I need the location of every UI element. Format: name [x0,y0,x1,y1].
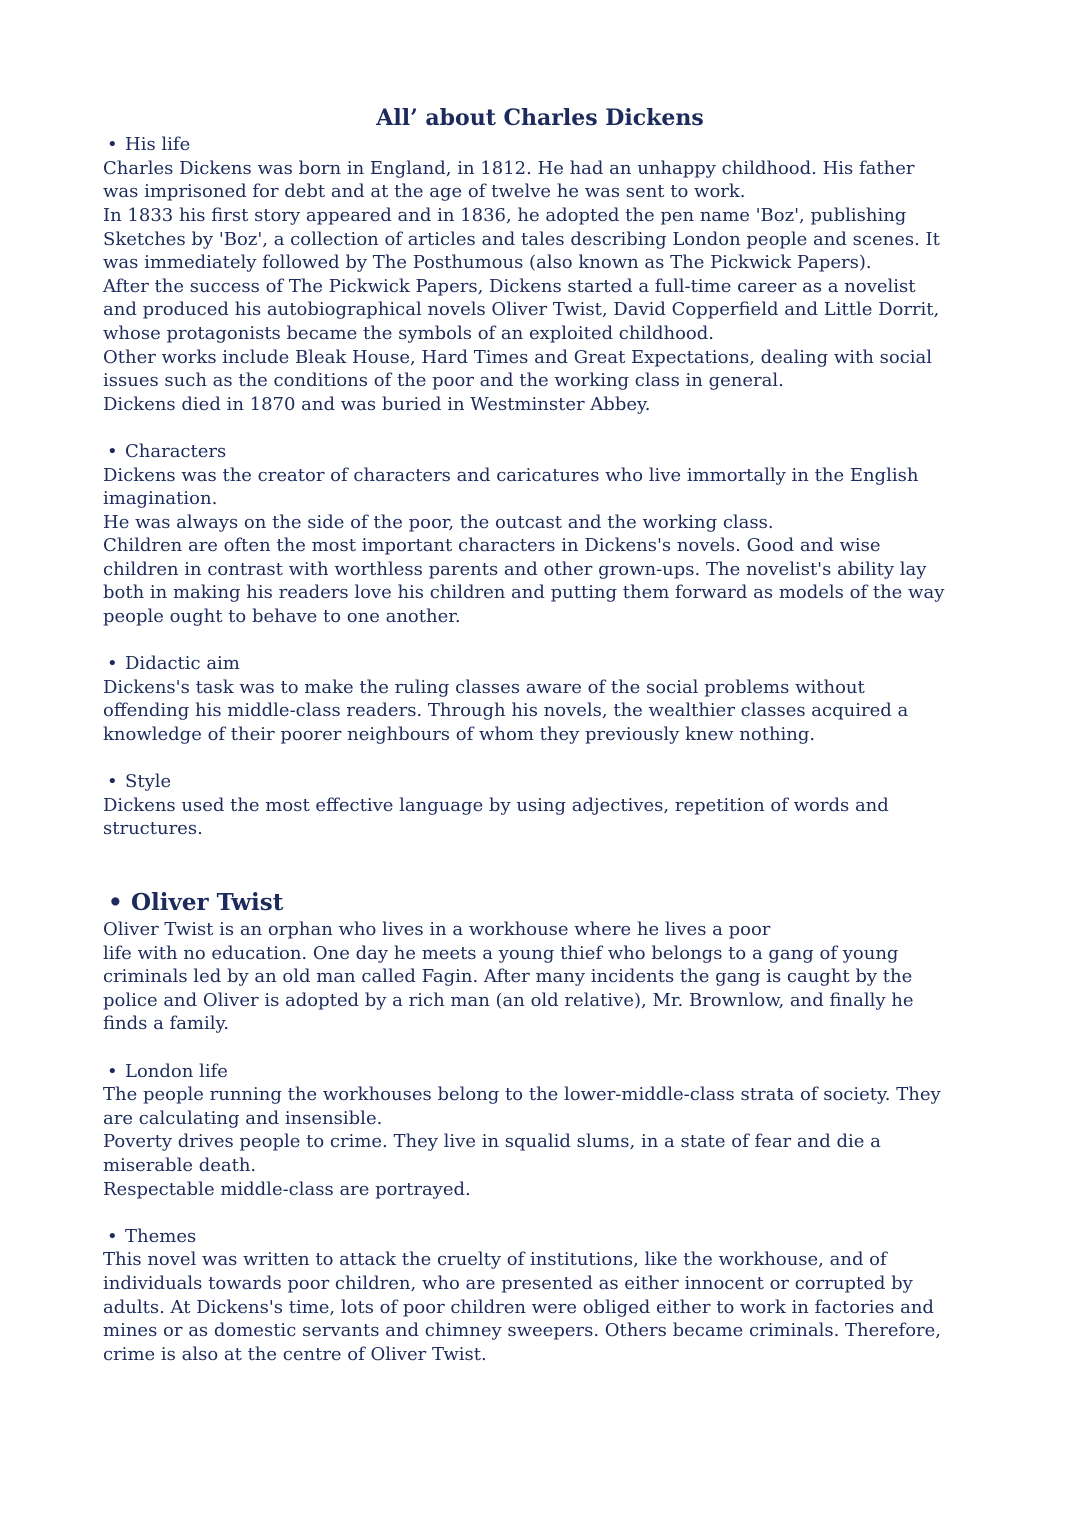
bullet-icon: • [108,889,123,916]
text-line: Dickens used the most effective language by using adjectives, repetition of words and [103,794,889,816]
text-line: was imprisoned for debt and at the age of twelve he was sent to work. [103,181,746,203]
text-line: Dickens's task was to make the ruling classes aware of the social problems without [103,676,865,698]
text-line: structures. [103,818,203,840]
text-line: imagination. [103,488,218,510]
text-line: He was always on the side of the poor, the outcast and the working class. [103,511,774,533]
text-line: Other works include Bleak House, Hard Times and Great Expectations, dealing with social [103,346,933,368]
document-body [0,133,1063,1366]
section-heading-his-life [103,133,1063,157]
text-line: crime is also at the centre of Oliver Twist. [103,1343,487,1365]
text-line: and produced his autobiographical novels Oliver Twist, David Copperfield and Little Dorrit, [103,299,940,321]
text-line: police and Oliver is adopted by a rich man (an old relative), Mr. Brownlow, and finally he [103,989,914,1011]
novel-heading-oliver-twist [103,888,1063,918]
section-characters [103,440,1063,629]
section-heading-label: Themes [125,1225,197,1247]
text-line: Children are often the most important characters in Dickens's novels. Good and wise [103,535,881,557]
section-heading-themes [103,1225,1063,1249]
section-heading-label: London life [125,1060,228,1082]
novel-summary [103,918,1063,1036]
text-line: This novel was written to attack the cruelty of institutions, like the workhouse, and of [103,1249,887,1271]
text-line: issues such as the conditions of the poor and the working class in general. [103,370,784,392]
section-heading-style [103,770,1063,794]
text-line: knowledge of their poorer neighbours of whom they previously knew nothing. [103,724,816,746]
text-line: Dickens died in 1870 and was buried in Westminster Abbey. [103,393,651,415]
text-line: mines or as domestic servants and chimney sweepers. Others became criminals. Therefore, [103,1320,942,1342]
text-line: children in contrast with worthless parents and other grown-ups. The novelist's ability lay [103,558,927,580]
bullet-icon: • [107,134,118,156]
text-line: both in making his readers love his children and putting them forward as models of the way [103,582,945,604]
page-title: All’ about Charles Dickens [376,105,704,131]
section-didactic-aim [103,652,1063,746]
text-line: Oliver Twist is an orphan who lives in a workhouse where he lives a poor [103,919,771,940]
text-line: whose protagonists became the symbols of an exploited childhood. [103,322,714,344]
text-line: adults. At Dickens's time, lots of poor children were obliged either to work in factories and [103,1296,934,1318]
bullet-icon: • [107,1225,118,1247]
text-line: Charles Dickens was born in England, in 1812. He had an unhappy childhood. His father [103,157,915,179]
text-line: Sketches by 'Boz', a collection of articles and tales describing London people and scenes. It [103,228,940,250]
bullet-icon: • [107,653,118,675]
section-heading-label: Didactic aim [125,653,240,675]
text-line: people ought to behave to one another. [103,606,461,628]
text-line: life with no education. One day he meets a young thief who belongs to a gang of young [103,942,899,964]
text-line: individuals towards poor children, who are presented as either innocent or corrupted by [103,1272,913,1294]
text-line: offending his middle-class readers. Through his novels, the wealthier classes acquired a [103,700,909,722]
section-style [103,770,1063,841]
section-heading-characters [103,440,1063,464]
section-heading-label: His life [125,134,191,156]
text-line: miserable death. [103,1154,257,1176]
section-heading-label: Style [125,771,172,793]
text-line: In 1833 his first story appeared and in 1836, he adopted the pen name 'Boz', publishing [103,204,907,226]
text-line: are calculating and insensible. [103,1107,383,1129]
section-themes [103,1225,1063,1367]
text-line: After the success of The Pickwick Papers, Dickens started a full-time career as a novelist [103,275,916,297]
text-line: Respectable middle-class are portrayed. [103,1178,471,1200]
section-heading-label: Characters [125,440,227,462]
section-his-life [103,133,1063,416]
bullet-icon: • [107,771,118,793]
bullet-icon: • [107,440,118,462]
text-line: finds a family. [103,1013,230,1035]
text-line: criminals led by an old man called Fagin. After many incidents the gang is caught by the [103,966,913,988]
text-line: was immediately followed by The Posthumous (also known as The Pickwick Papers). [103,252,872,274]
section-heading-london-life [103,1060,1063,1084]
novel-heading-label: Oliver Twist [131,889,284,916]
document-page [0,104,1080,1366]
text-line: Dickens was the creator of characters and caricatures who live immortally in the English [103,464,919,486]
text-line: The people running the workhouses belong to the lower-middle-class strata of society. They [103,1084,941,1106]
section-heading-didactic-aim [103,652,1063,676]
section-london-life [103,1060,1063,1202]
text-line: Poverty drives people to crime. They live in squalid slums, in a state of fear and die a [103,1131,881,1153]
bullet-icon: • [107,1060,118,1082]
